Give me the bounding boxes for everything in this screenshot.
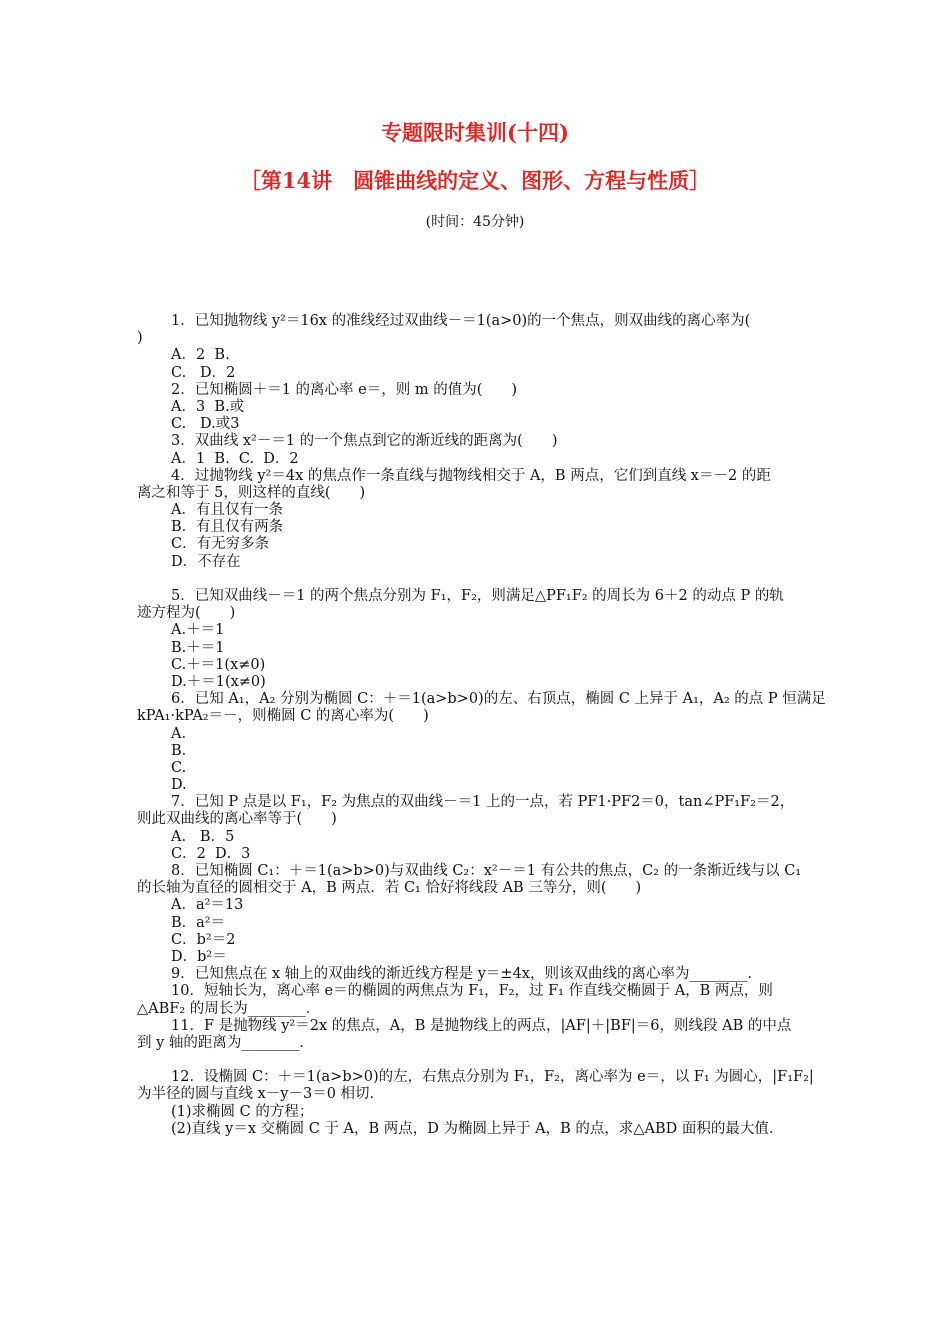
text-line: D．b²＝ — [171, 948, 227, 965]
text-line: A. B．5 — [171, 828, 235, 845]
text-line: 9．已知焦点在 x 轴上的双曲线的渐近线方程是 y＝±4x，则该双曲线的离心率为________． — [171, 966, 762, 983]
text-line: C.＋＝1(x≠0) — [171, 656, 266, 673]
text-line: kPA₁·kPA₂＝－，则椭圆 C 的离心率为( ) — [137, 708, 429, 725]
text-line: 为半径的圆与直线 x－y－3＝0 相切． — [137, 1086, 385, 1103]
text-line: A. — [171, 725, 187, 742]
blank-line — [137, 1052, 815, 1069]
text-line: △ABF₂ 的周长为________． — [137, 1000, 321, 1017]
text-line: A．a²＝13 — [171, 897, 244, 914]
text-line: C．2 D．3 — [171, 845, 251, 862]
text-line: A.＋＝1 — [171, 622, 225, 639]
text-line: 7．已知 P 点是以 F₁，F₂ 为焦点的双曲线－＝1 上的一点，若 PF1·PF2＝0，tan∠PF₁F₂＝2， — [171, 794, 795, 811]
text-line: 1．已知抛物线 y²＝16x 的准线经过双曲线－＝1(a>0)的一个焦点，则双曲线的离心率为( — [171, 313, 751, 329]
page-title: 专题限时集训(十四) — [381, 120, 569, 145]
blank-line — [137, 571, 815, 588]
text-line: 12．设椭圆 C：＋＝1(a>b>0)的左，右焦点分别为 F₁，F₂，离心率为 e＝，以 F₁ 为圆心，|F₁F₂| — [171, 1069, 814, 1086]
text-line: A．有且仅有一条 — [171, 502, 283, 519]
text-line: 则此双曲线的离心率等于( ) — [137, 811, 337, 828]
text-line: 3．双曲线 x²－＝1 的一个焦点到它的渐近线的距离为( ) — [171, 433, 558, 450]
text-line: B. — [171, 742, 187, 759]
text-line: C. — [171, 759, 187, 776]
time-note: (时间：45分钟) — [425, 214, 525, 230]
text-line: A．1 B. C. D．2 — [171, 450, 299, 467]
text-line: ) — [137, 330, 143, 347]
text-line: C．b²＝2 — [171, 931, 236, 948]
text-line: 8．已知椭圆 C₁：＋＝1(a>b>0)与双曲线 C₂：x²－＝1 有公共的焦点，C₂ 的一条渐近线与以 C₁ — [171, 863, 802, 879]
text-line: 10．短轴长为，离心率 e＝的椭圆的两焦点为 F₁，F₂，过 F₁ 作直线交椭圆于 A，B 两点，则 — [171, 983, 773, 1000]
text-line: 迹方程为( ) — [137, 605, 236, 622]
text-line: (2)直线 y＝x 交椭圆 C 于 A，B 两点，D 为椭圆上异于 A，B 的点，求△ABD 面积的最大值． — [171, 1120, 784, 1137]
text-line: 4．过抛物线 y²＝4x 的焦点作一条直线与抛物线相交于 A，B 两点，它们到直线 x＝－2 的距 — [171, 467, 771, 484]
text-line: 5．已知双曲线－＝1 的两个焦点分别为 F₁，F₂，则满足△PF₁F₂ 的周长为 6＋2 的动点 P 的轨 — [171, 588, 784, 604]
text-line: 6．已知 A₁，A₂ 分别为椭圆 C：＋＝1(a>b>0)的左、右顶点，椭圆 C 上异于 A₁，A₂ 的点 P 恒满足 — [171, 691, 826, 708]
text-line: C. D.或3 — [171, 416, 240, 433]
text-line: A．2 B. — [171, 347, 230, 364]
text-line: 2．已知椭圆＋＝1 的离心率 e＝，则 m 的值为( ) — [171, 381, 518, 398]
text-line: 离之和等于 5，则这样的直线( ) — [137, 484, 366, 501]
text-line: C．有无穷多条 — [171, 536, 270, 553]
text-line: D. — [171, 777, 187, 794]
text-line: (1)求椭圆 C 的方程； — [171, 1103, 314, 1120]
text-line: 11．F 是抛物线 y²＝2x 的焦点，A，B 是抛物线上的两点，|AF|＋|BF|＝6，则线段 AB 的中点 — [171, 1017, 792, 1034]
text-line: 的长轴为直径的圆相交于 A，B 两点．若 C₁ 恰好将线段 AB 三等分，则( ) — [137, 880, 642, 897]
question-list — [137, 313, 826, 1138]
text-line: D．不存在 — [171, 553, 241, 570]
text-line: B.＋＝1 — [171, 639, 225, 656]
text-line: D.＋＝1(x≠0) — [171, 673, 266, 690]
text-line: C. D．2 — [171, 364, 236, 381]
text-line: A．3 B.或 — [171, 398, 245, 415]
text-line: 到 y 轴的距离为________． — [137, 1034, 314, 1051]
text-line: B．有且仅有两条 — [171, 519, 284, 536]
text-line: B．a²＝ — [171, 914, 226, 931]
page-subtitle: ［第14讲 圆锥曲线的定义、图形、方程与性质］ — [239, 168, 711, 193]
